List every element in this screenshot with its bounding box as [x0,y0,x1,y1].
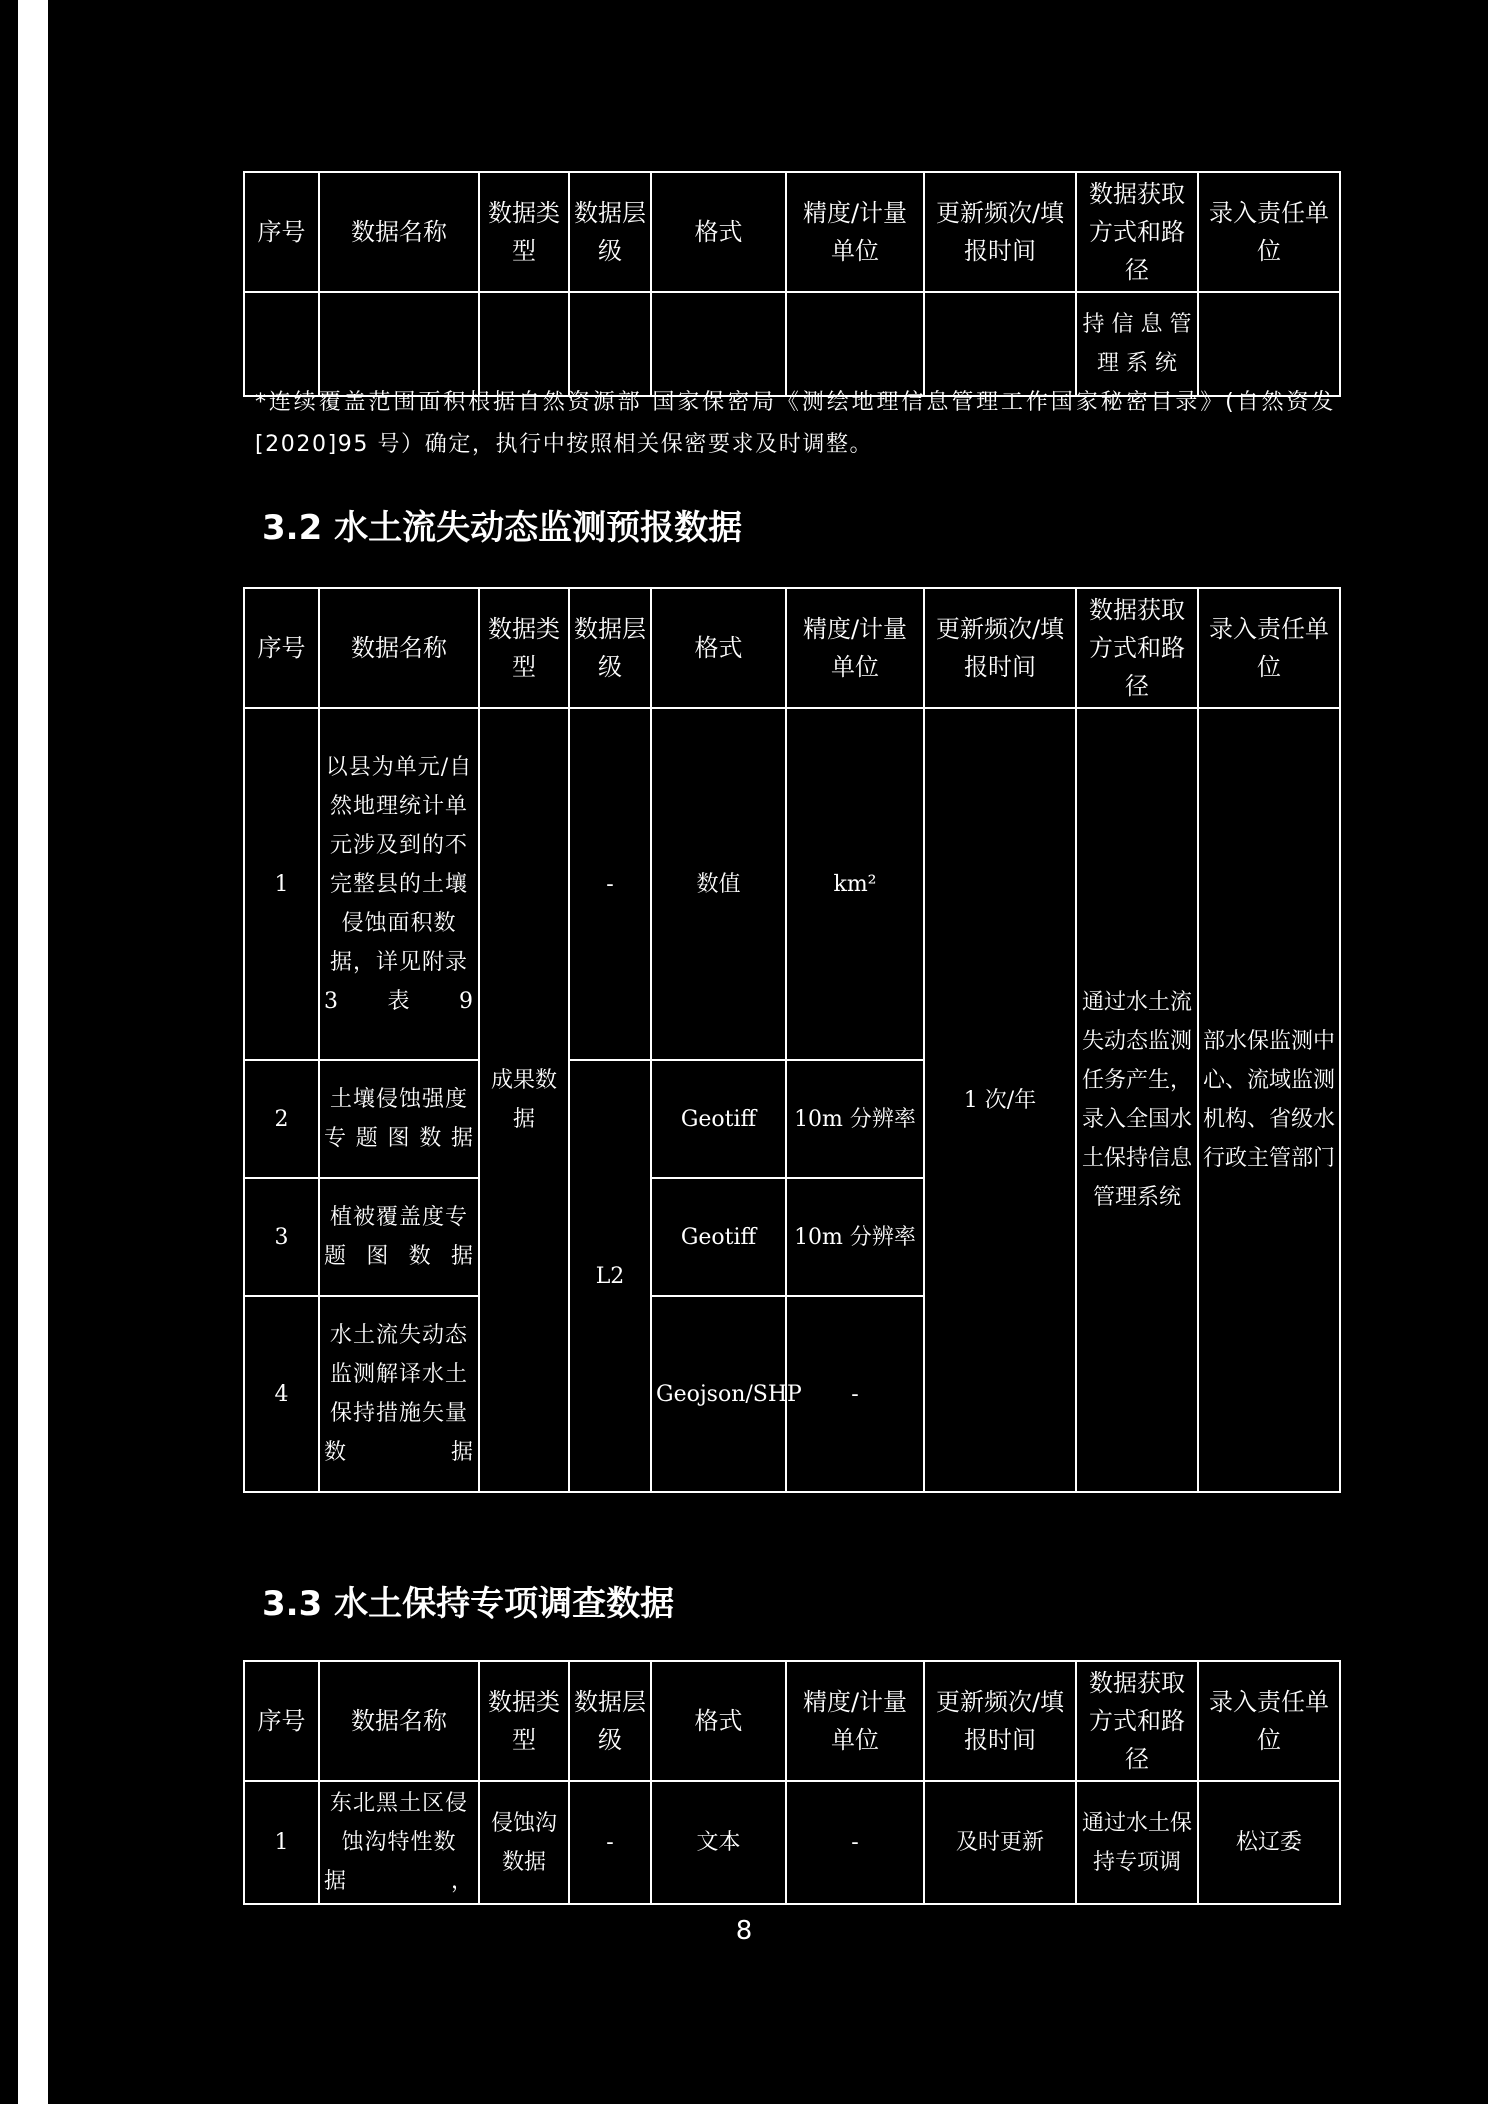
cell-seq: 1 [244,1781,319,1904]
table-continuation [243,171,1341,397]
cell [244,292,319,396]
cell-level: L2 [569,1060,651,1492]
cell-unit: - [786,1781,924,1904]
table-row [244,292,1340,396]
cell-name: 植被覆盖度专题图数据 [319,1178,479,1296]
page-number: 8 [735,1916,753,1946]
cell-seq: 2 [244,1060,319,1178]
cell-method: 通过水土保持专项调 [1076,1781,1198,1904]
section-title-3-3: 3.3 水土保持专项调查数据 [262,1584,675,1624]
cell [569,292,651,396]
cell-name: 以县为单元/自然地理统计单元涉及到的不完整县的土壤侵蚀面积数据，详见附录3表9 [319,708,479,1060]
cell [924,292,1076,396]
cell-format: 文本 [651,1781,786,1904]
header-method: 数据获取方式和路径 [1076,172,1198,292]
header-frequency: 更新频次/填报时间 [924,1661,1076,1781]
header-type: 数据类型 [479,588,569,708]
header-seq: 序号 [244,588,319,708]
cell [1198,292,1340,396]
cell-format: Geotiff [651,1060,786,1178]
cell-level: - [569,1781,651,1904]
cell-name: 水土流失动态监测解译水土保持措施矢量数据 [319,1296,479,1492]
header-unit: 精度/计量单位 [786,588,924,708]
cell-name: 东北黑土区侵蚀沟特性数据， [319,1781,479,1904]
cell-format: Geotiff [651,1178,786,1296]
header-seq: 序号 [244,172,319,292]
cell-seq: 3 [244,1178,319,1296]
cell [319,292,479,396]
cell-seq: 4 [244,1296,319,1492]
header-format: 格式 [651,588,786,708]
header-type: 数据类型 [479,172,569,292]
cell-seq: 1 [244,708,319,1060]
table-survey-data [243,1660,1341,1905]
table-header-row [244,1661,1340,1781]
table-row [244,1781,1340,1904]
header-frequency: 更新频次/填报时间 [924,588,1076,708]
header-method: 数据获取方式和路径 [1076,588,1198,708]
header-format: 格式 [651,1661,786,1781]
cell-org: 松辽委 [1198,1781,1340,1904]
table-monitoring-data [243,587,1341,1493]
cell-format: Geojson/SHP [651,1296,786,1492]
cell-method: 通过水土流失动态监测任务产生，录入全国水土保持信息管理系统 [1076,708,1198,1492]
cell [479,292,569,396]
header-unit: 精度/计量单位 [786,172,924,292]
header-method: 数据获取方式和路径 [1076,1661,1198,1781]
cell-type: 成果数据 [479,708,569,1492]
cell-name: 土壤侵蚀强度专题图数据 [319,1060,479,1178]
cell-unit: 10m 分辨率 [786,1178,924,1296]
header-level: 数据层级 [569,588,651,708]
table-row [244,708,1340,1060]
cell-type: 侵蚀沟数据 [479,1781,569,1904]
section-title-3-2: 3.2 水土流失动态监测预报数据 [262,508,743,548]
cell-unit: - [786,1296,924,1492]
header-format: 格式 [651,172,786,292]
cell-frequency: 及时更新 [924,1781,1076,1904]
cell [651,292,786,396]
cell-unit: km² [786,708,924,1060]
header-unit: 精度/计量单位 [786,1661,924,1781]
header-name: 数据名称 [319,588,479,708]
cell-unit: 10m 分辨率 [786,1060,924,1178]
header-name: 数据名称 [319,1661,479,1781]
header-seq: 序号 [244,1661,319,1781]
cell-level: - [569,708,651,1060]
header-org: 录入责任单位 [1198,1661,1340,1781]
cell [786,292,924,396]
table-header-row [244,588,1340,708]
header-level: 数据层级 [569,1661,651,1781]
header-frequency: 更新频次/填报时间 [924,172,1076,292]
cell-frequency: 1 次/年 [924,708,1076,1492]
cell-method: 持 信 息 管 理 系 统 [1076,292,1198,396]
header-type: 数据类型 [479,1661,569,1781]
cell-org: 部水保监测中心、流域监测机构、省级水行政主管部门 [1198,708,1340,1492]
header-org: 录入责任单位 [1198,172,1340,292]
cell-format: 数值 [651,708,786,1060]
table-header-row [244,172,1340,292]
footnote: *连续覆盖范围面积根据自然资源部 国家保密局《测绘地理信息管理工作国家秘密目录》(自然资发[2020]95 号）确定，执行中按照相关保密要求及时调整。 [255,390,1335,457]
header-level: 数据层级 [569,172,651,292]
header-org: 录入责任单位 [1198,588,1340,708]
header-name: 数据名称 [319,172,479,292]
